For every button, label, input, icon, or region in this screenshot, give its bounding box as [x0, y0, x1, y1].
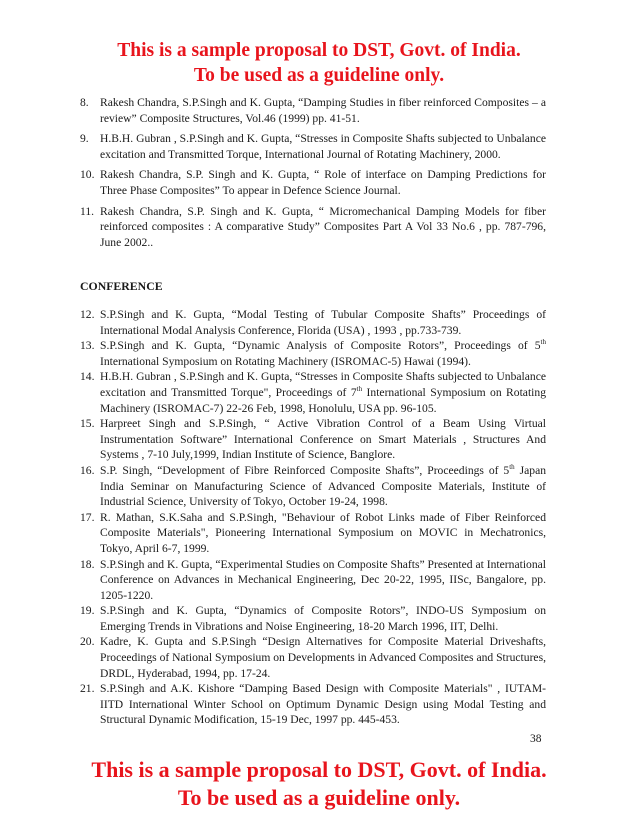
reference-item — [80, 95, 546, 126]
reference-item — [80, 463, 546, 510]
reference-text-part: International Symposium on Rotating Machinery (ISROMAC-5) Hawai (1994). — [100, 354, 471, 368]
watermark-banner-top — [0, 38, 638, 88]
reference-text: H.B.H. Gubran , S.P.Singh and K. Gupta, “Stresses in Composite Shafts subjected to Unbalance excitation and Transmitted Torque, International Journal of Rotating Machinery, 2000. — [100, 132, 546, 161]
reference-item — [80, 510, 546, 557]
reference-number: 21. — [80, 682, 95, 696]
reference-text — [100, 463, 546, 510]
reference-text: S.P.Singh and A.K. Kishore “Damping Based Design with Composite Materials" , IUTAM-IITD International Winter School on Optimum Dynamic Design using Modal Testing and Structural Dynamic Modification, 15-19 Dec, 1997 pp. 445-453. — [100, 682, 546, 727]
reference-item — [80, 131, 546, 162]
reference-text-part: Japan India Seminar on Manufacturing Science of Advanced Composite Materials, Institute of Industrial Science, University of Tokyo, October 19-24, 1998. — [100, 463, 547, 509]
reference-number: 18. — [80, 557, 95, 571]
reference-number: 11. — [80, 204, 95, 218]
reference-text — [100, 369, 546, 416]
reference-text: R. Mathan, S.K.Saha and S.P.Singh, "Behaviour of Robot Links made of Fiber Reinforced Composite Materials", Pioneering International Symposium on MOVIC in Mechatronics, Tokyo, April 6-7, 1999. — [100, 510, 546, 555]
reference-item — [80, 416, 546, 463]
watermark-banner-bottom — [0, 756, 638, 812]
reference-number: 10. — [80, 168, 95, 182]
reference-text-part: International Symposium on Rotating Machinery (ISROMAC-7) 22-26 Feb, 1998, Honolulu, USA pp. 96-105. — [100, 385, 546, 415]
banner-line-2: To be used as a guideline only. — [193, 65, 445, 86]
reference-number: 8. — [80, 96, 89, 109]
conference-reference-list — [80, 307, 546, 728]
reference-item — [80, 603, 546, 634]
reference-number: 14. — [80, 370, 95, 384]
reference-number: 13. — [80, 339, 95, 353]
reference-item — [80, 369, 546, 416]
ordinal-superscript: th — [509, 463, 515, 472]
journal-reference-list — [80, 95, 546, 255]
reference-item — [80, 681, 546, 728]
section-heading-conference: CONFERENCE — [80, 279, 163, 293]
reference-text: Rakesh Chandra, S.P. Singh and K. Gupta, “ Micromechanical Damping Models for fiber reinforced composites : A comparative Study” Composites Part A Vol 33 No.6 , pp. 787-796, June 2002.. — [100, 204, 546, 249]
reference-item — [80, 557, 546, 604]
reference-number: 19. — [80, 604, 95, 618]
reference-number: 17. — [80, 510, 95, 524]
ordinal-number: 5 — [534, 339, 541, 353]
banner-line-2: To be used as a guideline only. — [177, 785, 461, 810]
banner-line-1: This is a sample proposal to DST, Govt. of India. — [117, 40, 521, 61]
ordinal-superscript: th — [356, 385, 363, 394]
reference-text-part: H.B.H. Gubran , S.P.Singh and K. Gupta, “Stresses in Composite Shafts subjected to Unbalance excitation and Transmitted Torque", Proceedings of 7 — [100, 370, 546, 399]
reference-text: Rakesh Chandra, S.P. Singh and K. Gupta, “ Role of interface on Damping Predictions for Three Phase Composites” To appear in Defence Science Journal. — [100, 168, 546, 197]
reference-item — [80, 338, 546, 369]
reference-text-part: S.P.Singh and K. Gupta, “Dynamic Analysis of Composite Rotors”, Proceedings of — [100, 339, 535, 353]
reference-text: Rakesh Chandra, S.P.Singh and K. Gupta, “Damping Studies in fiber reinforced Composites – a review” Composite Structures, Vol.46 (1999) pp. 41-51. — [100, 96, 546, 125]
reference-item — [80, 634, 546, 681]
page-number: 38 — [530, 733, 542, 745]
reference-text — [100, 338, 546, 369]
reference-item — [80, 307, 546, 338]
reference-text: S.P.Singh and K. Gupta, “Dynamics of Composite Rotors”, INDO-US Symposium on Emerging Trends in Vibrations and Noise Engineering, 18-20 March 1996, IIT, Delhi. — [100, 604, 546, 633]
banner-line-1: This is a sample proposal to DST, Govt. of India. — [91, 757, 547, 782]
ordinal-superscript: th — [540, 338, 546, 347]
reference-number: 12. — [80, 308, 95, 321]
reference-text: S.P.Singh and K. Gupta, “Experimental Studies on Composite Shafts” Presented at International Conference on Advances in Mechanical Engineering, Dec 20-22, 1995, IISc, Bangalore, pp. 1205-1220. — [100, 557, 546, 602]
reference-text: Harpreet Singh and S.P.Singh, “ Active Vibration Control of a Beam Using Virtual Instrumentation Software” International Conference on Smart Materials , Structures And Systems , 7-10 July,1999, Indian Institute of Science, Banglore. — [100, 417, 546, 462]
reference-number: 20. — [80, 635, 95, 649]
reference-number: 16. — [80, 463, 95, 477]
reference-text: S.P.Singh and K. Gupta, “Modal Testing of Tubular Composite Shafts” Proceedings of International Modal Analysis Conference, Florida (USA) , 1993 , pp.733-739. — [100, 308, 546, 337]
reference-number: 9. — [80, 132, 89, 146]
reference-text-part: S.P. Singh, “Development of Fibre Reinforced Composite Shafts”, Proceedings of 5 — [100, 463, 510, 477]
reference-item — [80, 204, 546, 251]
reference-number: 15. — [80, 417, 95, 431]
reference-item — [80, 167, 546, 198]
reference-text: Kadre, K. Gupta and S.P.Singh “Design Alternatives for Composite Material Driveshafts, Proceedings of National Symposium on Developments in Advanced Composites and Structures, DRDL, Hyderabad, 1994, pp. 17-24. — [100, 635, 546, 680]
